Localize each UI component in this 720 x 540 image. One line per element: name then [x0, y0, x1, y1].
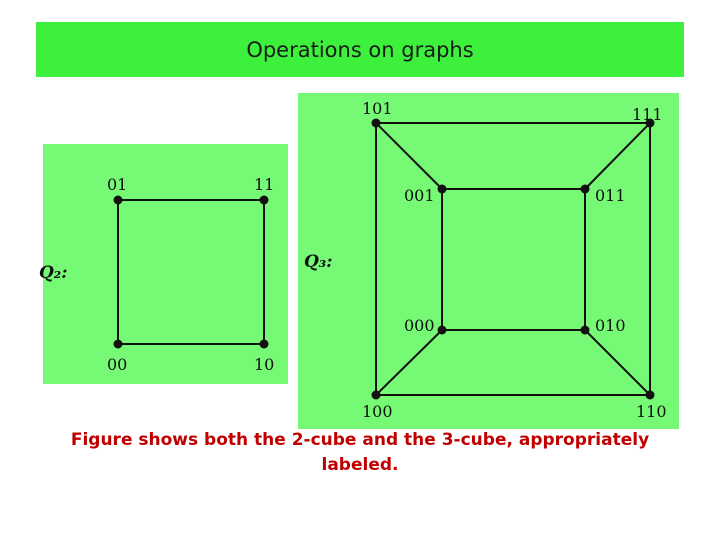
- q3-graph: [298, 93, 679, 429]
- q3-vertex-label-101: 101: [362, 99, 393, 118]
- q3-vertex-label-111: 111: [632, 105, 663, 124]
- title-bar: [36, 22, 684, 77]
- figure-caption: Figure shows both the 2-cube and the 3-cube, appropriately labeled.: [70, 430, 650, 475]
- q3-vertex-label-010: 010: [595, 316, 626, 335]
- q2-graph-name: Q₂:: [39, 263, 68, 283]
- q3-vertex-000: [438, 326, 447, 335]
- q3-vertex-101: [372, 119, 381, 128]
- q3-vertex-110: [646, 391, 655, 400]
- q2-vertex-10: [260, 340, 269, 349]
- q3-vertex-001: [438, 185, 447, 194]
- q2-graph: [39, 144, 288, 384]
- q3-vertex-label-110: 110: [636, 402, 667, 421]
- q3-vertex-010: [581, 326, 590, 335]
- q3-graph-panel: [298, 93, 679, 429]
- q2-vertex-label-10: 10: [254, 355, 275, 374]
- q2-vertex-11: [260, 196, 269, 205]
- q3-vertex-label-001: 001: [404, 186, 435, 205]
- q3-vertex-011: [581, 185, 590, 194]
- q3-graph-name: Q₃:: [304, 252, 333, 272]
- q3-vertex-label-100: 100: [362, 402, 393, 421]
- q3-edge-110-010: [585, 330, 650, 395]
- q2-vertex-label-01: 01: [107, 175, 128, 194]
- q3-vertex-label-000: 000: [404, 316, 435, 335]
- q2-vertex-01: [114, 196, 123, 205]
- q3-vertex-label-011: 011: [595, 186, 626, 205]
- q3-edge-100-000: [376, 330, 442, 395]
- page-title: Operations on graphs: [246, 37, 474, 62]
- q3-edge-101-001: [376, 123, 442, 189]
- q2-vertex-00: [114, 340, 123, 349]
- q3-edge-111-011: [585, 123, 650, 189]
- q3-vertex-100: [372, 391, 381, 400]
- q2-vertex-label-00: 00: [107, 355, 128, 374]
- q2-vertex-label-11: 11: [254, 175, 275, 194]
- q2-graph-panel: [39, 144, 288, 384]
